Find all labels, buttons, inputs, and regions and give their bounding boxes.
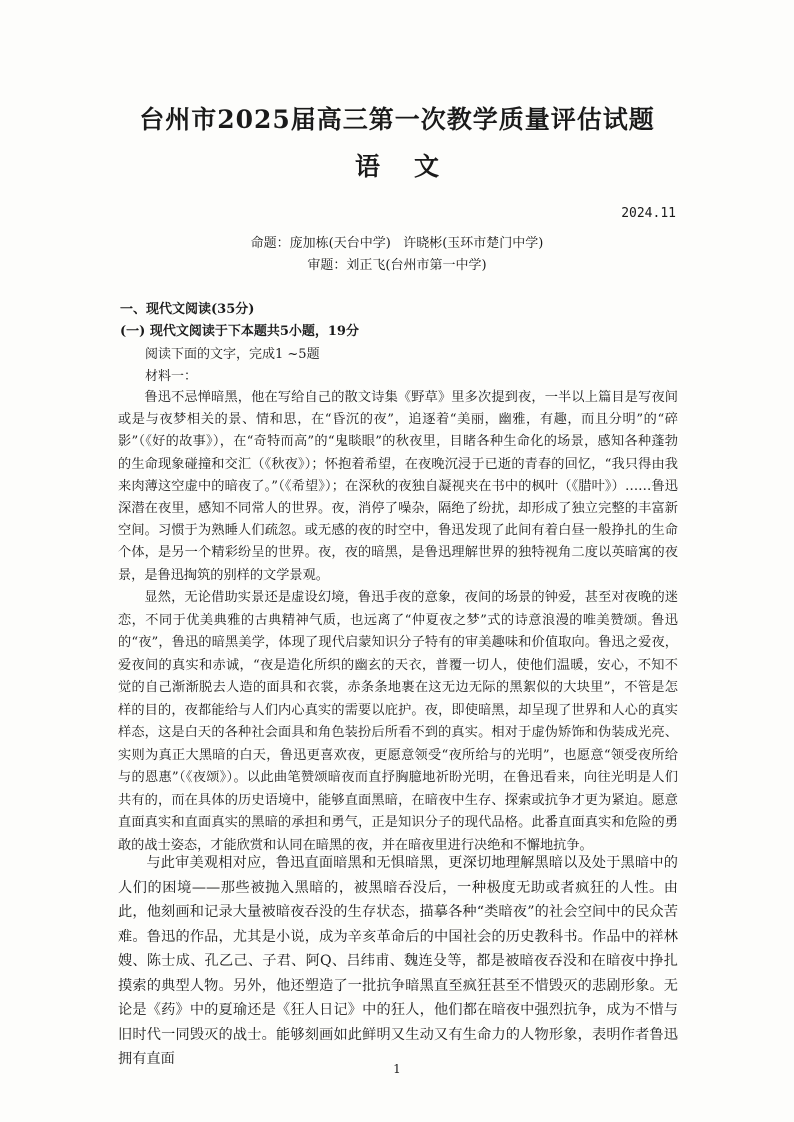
exam-date: 2024.11: [621, 206, 676, 221]
material-label: 材料一：: [145, 369, 198, 384]
authors-line: 命题：庞加栋(天台中学) 许晓彬(玉环市楚门中学): [250, 236, 544, 251]
exam-title: 台州市2025届高三第一次教学质量评估试题: [139, 105, 655, 134]
passage-paragraph-2: [118, 587, 678, 857]
reading-instruction: 阅读下面的文字，完成1 ~5题: [145, 347, 320, 362]
credits-block: [0, 233, 794, 277]
subject-title: 语文: [354, 152, 473, 181]
paragraph-text: 鲁迅不忌惮暗黑，他在写给自己的散文诗集《野草》里多次提到夜，一半以上篇目是写夜间或是与夜梦相关的景、情和思，在“昏沉的夜”，追逐着“美丽，幽雅，有趣，而且分明”的“碎影”（《好的故事》），在“奇特而高”的“鬼睒眼”的秋夜里，目睹各种生命化的场景，感知各种蓬勃的生命现象碰撞和交汇（《秋夜》）；怀抱着希望，在夜晚沉浸于已逝的青春的回忆，“我只得由我来肉薄这空虚中的暗夜了。”（《希望》）；在深秋的夜独自凝视夹在书中的枫叶（《腊叶》）……鲁迅深潜在夜里，感知不同常人的世界。夜，消停了噪杂，隔绝了纷扰，却形成了独立完整的丰富新空间。习惯于为熟睡人们疏忽。或无感的夜的时空中，鲁迅发现了此间有着白昼一般挣扎的生命个体，是另一个精彩纷呈的世界。夜，夜的暗黑，是鲁迅理解世界的独特视角二度以英暗寓的夜景，是鲁迅掏筑的别样的文学景观。: [118, 390, 678, 583]
subsection-one-heading: (一) 现代文阅读于下本题共5小题，19分: [120, 324, 359, 339]
paragraph-text: 显然，无论借助实景还是虚设幻境，鲁迅手夜的意象，夜间的场景的钟爱，甚至对夜晚的迷恋，不同于优美典雅的古典精神气质，也远离了“仲夏夜之梦”式的诗意浪漫的唯美赞颂。鲁迅的“夜”，鲁迅的暗黑美学，体现了现代启蒙知识分子特有的审美趣味和价值取向。鲁迅之爱夜，爱夜间的真实和赤诚，“夜是造化所织的幽玄的天衣，普覆一切人，使他们温暖，安心，不知不觉的自己渐渐脱去人造的面具和衣裳，赤条条地裹在这无边无际的黑絮似的大块里”，不管是怎样的目的，夜都能给与人们内心真实的需要以庇护。夜，即使暗黑，却呈现了世界和人心的真实样态，这是白天的各种社会面具和角色装扮后所看不到的真实。相对于虚伪矫饰和伪装成光亮、实则为真正大黑暗的白天，鲁迅更喜欢夜，更愿意领受“夜所给与的光明”，也愿意“领受夜所给与的恩惠”（《夜颂》）。以此曲笔赞颂暗夜而直抒胸臆地祈盼光明，在鲁迅看来，向往光明是人们共有的，而在具体的历史语境中，能够直面黑暗，在暗夜中生存、探索或抗争才更为紧迫。愿意直面真实和直面真实的黑暗的承担和勇气，正是知识分子的现代品格。此番直面真实和危险的勇敢的战士姿态，才能欣赏和认同在暗黑的夜，并在暗夜里进行决绝和不懈地抗争。: [118, 590, 678, 853]
page-number: 1: [393, 1062, 401, 1076]
reviewer-line: 审题：刘正飞(台州市第一中学): [307, 258, 487, 273]
paragraph-text: 与此审美观相对应，鲁迅直面暗黑和无惧暗黑，更深切地理解黑暗以及处于黑暗中的人们的困境——那些被抛入黑暗的，被黑暗吞没后，一种极度无助或者疯狂的人性。由此，他刻画和记录大量被暗夜吞没的生存状态，描摹各种“类暗夜”的社会空间中的民众苦难。鲁迅的作品，尤其是小说，成为辛亥革命后的中国社会的历史教科书。作品中的祥林嫂、陈士成、孔乙己、子君、阿Q、吕纬甫、魏连殳等，都是被暗夜吞没和在暗夜中挣扎摸索的典型人物。另外，他还塑造了一批抗争暗黑直至疯狂甚至不惜毁灭的悲剧形象。无论是《药》中的夏瑜还是《狂人日记》中的狂人，他们都在暗夜中强烈抗争，成为不惜与旧时代一同毁灭的战士。能够刻画如此鲜明又生动又有生命力的人物形象，表明作者鲁迅拥有直面: [118, 855, 678, 1067]
part-one-heading: 一、现代文阅读(35分): [120, 302, 255, 317]
passage-paragraph-1: [118, 387, 678, 587]
passage-paragraph-3: [118, 851, 678, 1072]
